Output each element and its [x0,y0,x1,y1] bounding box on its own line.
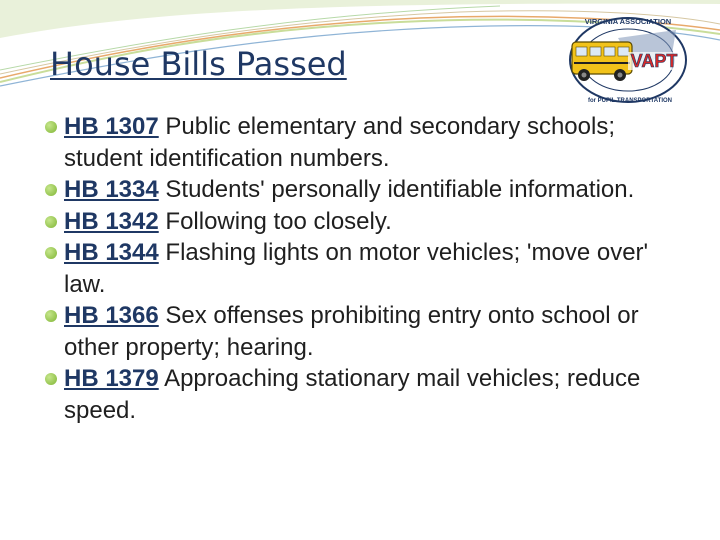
bill-list [44,111,694,426]
bill-description: Approaching stationary mail vehicles; reduce speed. [64,365,641,424]
vapt-logo [560,14,690,108]
bill-number-link[interactable]: HB 1344 [64,239,159,266]
bill-item [44,206,694,238]
bill-description: Following too closely. [165,207,392,235]
bill-description: Sex offenses prohibiting entry onto school or other property; hearing. [64,302,639,361]
bill-number-link[interactable]: HB 1366 [64,302,159,329]
bullet-icon [45,184,57,196]
bill-number-link[interactable]: HB 1342 [64,207,159,235]
bill-item [44,174,694,206]
bullet-icon [45,216,57,228]
slide-title: House Bills Passed [50,45,347,83]
bill-item [44,363,694,426]
bill-description: Flashing lights on motor vehicles; 'move over' law. [64,239,649,298]
bill-item [44,237,694,300]
bill-number-link[interactable]: HB 1379 [64,365,159,392]
bill-item [44,300,694,363]
logo-center-text: VAPT [630,51,678,71]
bullet-icon [45,373,57,385]
bullet-icon [45,247,57,259]
bill-number-link[interactable]: HB 1334 [64,176,159,203]
bill-description: Students' personally identifiable information. [165,176,635,203]
bill-description: Public elementary and secondary schools; student identification numbers. [64,113,615,172]
logo-bottom-text: for PUPIL TRANSPORTATION [588,98,672,104]
bullet-icon [45,310,57,322]
bill-number-link[interactable]: HB 1307 [64,113,159,140]
bullet-icon [45,121,57,133]
bill-item [44,111,694,174]
logo-top-text: VIRGINIA ASSOCIATION [584,17,672,26]
